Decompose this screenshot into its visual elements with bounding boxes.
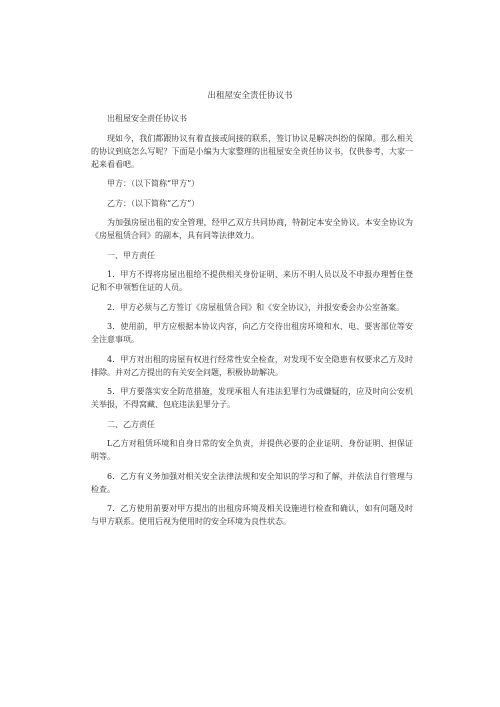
clause-b1: L乙方对租赁环境和自身日常的安全负责，并提供必要的企业证明、身份证明、担保证明等。: [91, 439, 413, 461]
document-body: [91, 112, 413, 535]
clause-a5: 5．甲方要落实安全防范措施，发现承租人有违法犯罪行为或嫌疑的，应及时向公安机关举报，不得窝藏、包庇违法犯罪分子。: [91, 387, 413, 409]
party-a-line: 甲方：（以下简称“甲方”）: [107, 179, 200, 188]
clause-a2: 2．甲方必须与乙方签订《房屋租赁合同》和《安全协议》，并报安委会办公室备案。: [107, 302, 405, 312]
party-b-line: 乙方：（以下简称“乙方”）: [107, 198, 200, 208]
document-title: 出租屋安全责任协议书: [207, 91, 293, 101]
subtitle-paragraph: 出租屋安全责任协议书: [107, 114, 187, 123]
intro-paragraph: 现如今，我们都跟协议有着直接或间接的联系，签订协议是解决纠纷的保障。那么相关的协议到底怎么写呢？下面是小编为大家整理的出租屋安全责任协议书，仅供参考，大家一起来看看吧。: [91, 133, 413, 169]
section-heading-party-a: 一、甲方责任: [107, 250, 155, 260]
clause-a1: 1．甲方不得将房屋出租给不提供相关身份证明、来历不明人员以及不申报办理暂住登记和不申领暂住证的人员。: [91, 270, 413, 292]
purpose-paragraph: 为加强房屋出租的安全管理，经甲乙双方共同协商，特制定本安全协议。本安全协议为《房屋租赁合同》的副本，具有同等法律效力。: [91, 218, 413, 240]
section-heading-party-b: 二、乙方责任: [107, 419, 155, 429]
clause-a4: 4．甲方对出租的房屋有权进行经常性安全检查，对发现不安全隐患有权要求乙方及时排除。并对乙方提出的有关安全问题，积极协助解决。: [91, 354, 413, 377]
clause-b7: 7．乙方使用前要对甲方提出的出租房环境及相关设施进行检查和确认，如有问题及时与甲方联系。使用后视为使用时的安全环境为良性状态。: [91, 504, 413, 526]
clause-a3: 3．使用前，甲方应根据本协议内容，向乙方交待出租房环境和水、电、要害部位等安全注意事项。: [91, 322, 413, 344]
clause-b6: 6．乙方有义务加强对相关安全法律法规和安全知识的学习和了解，并依法自行管理与检查。: [91, 471, 413, 494]
